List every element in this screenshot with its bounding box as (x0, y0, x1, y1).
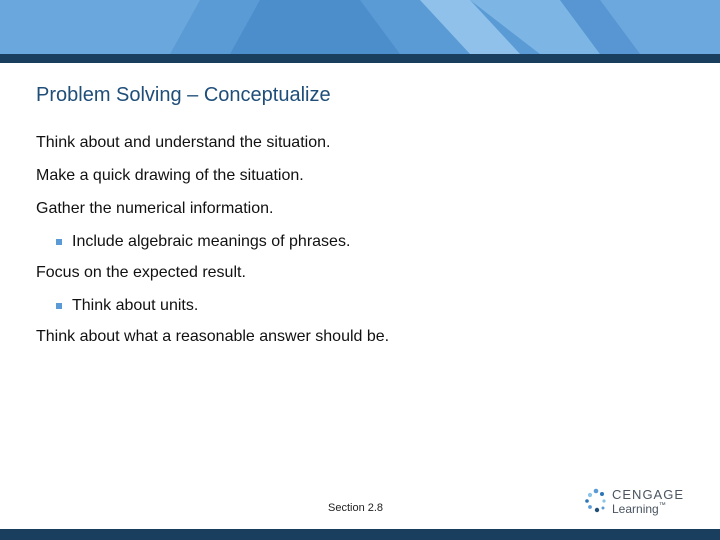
content-text: Think about units. (72, 297, 199, 314)
cengage-dots-icon (584, 488, 608, 516)
content-text: Think about and understand the situation. (36, 134, 331, 151)
logo-line2-text: Learning (612, 502, 659, 516)
logo-trademark: ™ (658, 502, 666, 509)
content-text: Focus on the expected result. (36, 264, 246, 281)
cengage-logo (584, 486, 694, 520)
logo-line2 (612, 502, 666, 516)
square-bullet-icon (56, 239, 62, 245)
content-line (36, 327, 676, 347)
header-rule (0, 54, 720, 63)
content-text: Think about what a reasonable answer should be. (36, 328, 390, 345)
content-text: Gather the numerical information. (36, 200, 274, 217)
content-text: Include algebraic meanings of phrases. (72, 233, 351, 250)
header-banner (0, 0, 720, 54)
slide-title: Problem Solving – Conceptualize (36, 84, 331, 106)
sub-bullet-item (36, 232, 676, 252)
content-text: Make a quick drawing of the situation. (36, 167, 304, 184)
content-line (36, 199, 676, 219)
footer-rule (0, 529, 720, 540)
banner-pattern (0, 0, 720, 54)
square-bullet-icon (56, 303, 62, 309)
content-line (36, 166, 676, 186)
content-line (36, 263, 676, 283)
logo-line1: CENGAGE (612, 487, 685, 502)
content-line (36, 133, 676, 153)
sub-bullet-item (36, 296, 676, 316)
slide-content (36, 133, 676, 360)
footer-section-label: Section 2.8 (328, 502, 384, 514)
